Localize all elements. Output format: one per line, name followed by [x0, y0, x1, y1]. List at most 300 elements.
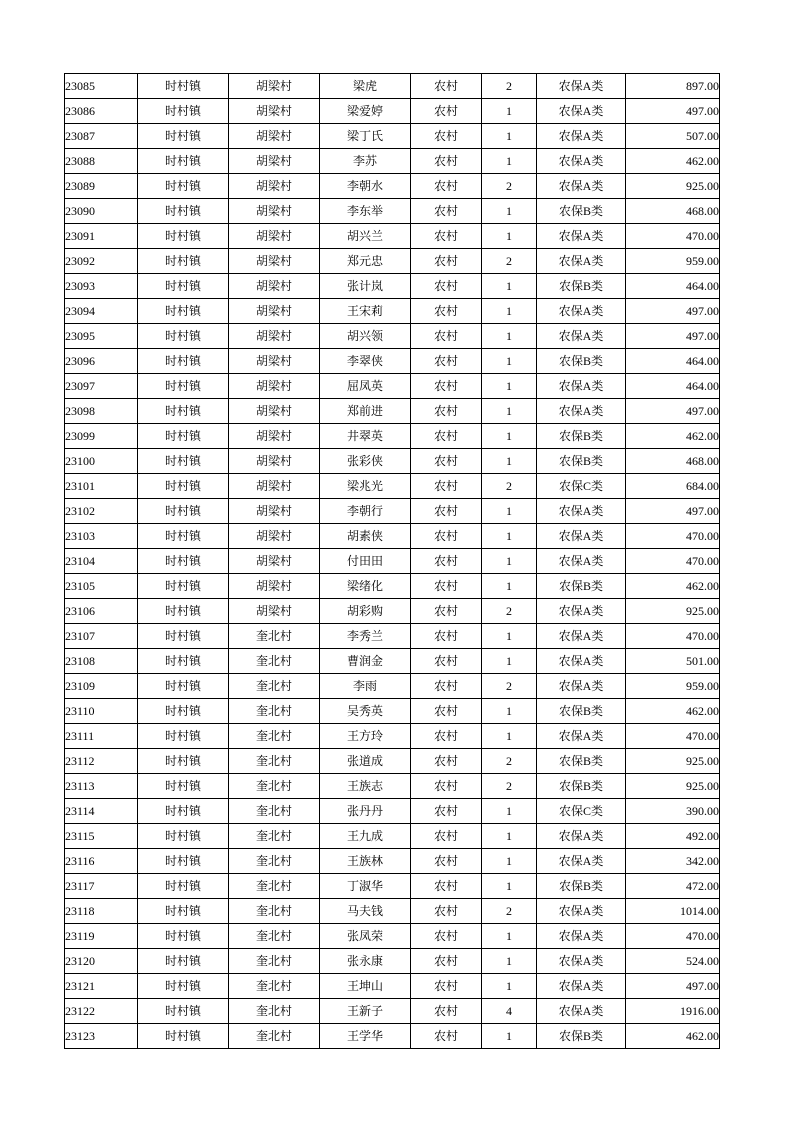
cell-name: 张永康	[320, 949, 411, 974]
cell-type: 农村	[411, 224, 482, 249]
table-row	[65, 949, 720, 974]
cell-name: 李东举	[320, 199, 411, 224]
table-row	[65, 99, 720, 124]
cell-village: 奎北村	[229, 699, 320, 724]
cell-type: 农村	[411, 474, 482, 499]
cell-category: 农保A类	[537, 374, 626, 399]
cell-amount: 497.00	[626, 324, 720, 349]
cell-village: 奎北村	[229, 949, 320, 974]
cell-category: 农保A类	[537, 124, 626, 149]
table-row	[65, 874, 720, 899]
cell-type: 农村	[411, 324, 482, 349]
cell-village: 胡梁村	[229, 574, 320, 599]
cell-count: 1	[482, 124, 537, 149]
cell-type: 农村	[411, 149, 482, 174]
cell-town: 时村镇	[138, 699, 229, 724]
cell-type: 农村	[411, 549, 482, 574]
cell-category: 农保B类	[537, 199, 626, 224]
cell-id: 23105	[65, 574, 138, 599]
cell-amount: 925.00	[626, 749, 720, 774]
cell-count: 1	[482, 699, 537, 724]
cell-id: 23086	[65, 99, 138, 124]
cell-id: 23118	[65, 899, 138, 924]
cell-town: 时村镇	[138, 524, 229, 549]
cell-name: 李雨	[320, 674, 411, 699]
cell-category: 农保B类	[537, 699, 626, 724]
table-row	[65, 224, 720, 249]
cell-category: 农保B类	[537, 874, 626, 899]
cell-type: 农村	[411, 199, 482, 224]
cell-category: 农保A类	[537, 599, 626, 624]
cell-name: 马夫钱	[320, 899, 411, 924]
cell-village: 胡梁村	[229, 274, 320, 299]
cell-category: 农保A类	[537, 174, 626, 199]
cell-amount: 472.00	[626, 874, 720, 899]
cell-count: 2	[482, 474, 537, 499]
cell-village: 胡梁村	[229, 599, 320, 624]
cell-type: 农村	[411, 924, 482, 949]
cell-count: 1	[482, 324, 537, 349]
cell-type: 农村	[411, 774, 482, 799]
cell-count: 1	[482, 374, 537, 399]
cell-name: 李朝水	[320, 174, 411, 199]
cell-count: 2	[482, 74, 537, 99]
table-row	[65, 149, 720, 174]
cell-town: 时村镇	[138, 549, 229, 574]
table-row	[65, 799, 720, 824]
cell-town: 时村镇	[138, 199, 229, 224]
cell-village: 奎北村	[229, 674, 320, 699]
cell-village: 奎北村	[229, 849, 320, 874]
table-row	[65, 574, 720, 599]
cell-amount: 470.00	[626, 224, 720, 249]
cell-category: 农保A类	[537, 324, 626, 349]
table-row	[65, 424, 720, 449]
table-row	[65, 474, 720, 499]
table-row	[65, 324, 720, 349]
cell-type: 农村	[411, 174, 482, 199]
cell-count: 1	[482, 624, 537, 649]
cell-town: 时村镇	[138, 974, 229, 999]
cell-type: 农村	[411, 349, 482, 374]
cell-category: 农保A类	[537, 224, 626, 249]
table-row	[65, 999, 720, 1024]
cell-amount: 462.00	[626, 424, 720, 449]
cell-count: 2	[482, 674, 537, 699]
table-row	[65, 349, 720, 374]
cell-amount: 468.00	[626, 199, 720, 224]
table-row	[65, 824, 720, 849]
cell-type: 农村	[411, 299, 482, 324]
cell-count: 1	[482, 724, 537, 749]
cell-id: 23094	[65, 299, 138, 324]
cell-count: 1	[482, 199, 537, 224]
cell-village: 奎北村	[229, 899, 320, 924]
cell-town: 时村镇	[138, 724, 229, 749]
cell-name: 张彩侠	[320, 449, 411, 474]
cell-type: 农村	[411, 449, 482, 474]
table-row	[65, 249, 720, 274]
table-row	[65, 549, 720, 574]
cell-category: 农保B类	[537, 774, 626, 799]
cell-count: 1	[482, 349, 537, 374]
cell-amount: 959.00	[626, 249, 720, 274]
cell-name: 郑前进	[320, 399, 411, 424]
cell-type: 农村	[411, 1024, 482, 1049]
cell-count: 1	[482, 524, 537, 549]
cell-village: 奎北村	[229, 624, 320, 649]
cell-type: 农村	[411, 974, 482, 999]
cell-amount: 1014.00	[626, 899, 720, 924]
cell-id: 23110	[65, 699, 138, 724]
cell-name: 曹润金	[320, 649, 411, 674]
cell-count: 1	[482, 799, 537, 824]
cell-category: 农保A类	[537, 849, 626, 874]
table-row	[65, 74, 720, 99]
cell-name: 郑元忠	[320, 249, 411, 274]
table-row	[65, 624, 720, 649]
cell-town: 时村镇	[138, 224, 229, 249]
cell-amount: 342.00	[626, 849, 720, 874]
cell-village: 胡梁村	[229, 549, 320, 574]
cell-name: 王学华	[320, 1024, 411, 1049]
cell-village: 胡梁村	[229, 424, 320, 449]
cell-amount: 390.00	[626, 799, 720, 824]
table-body	[65, 74, 720, 1049]
cell-id: 23112	[65, 749, 138, 774]
cell-town: 时村镇	[138, 374, 229, 399]
table-row	[65, 174, 720, 199]
cell-id: 23122	[65, 999, 138, 1024]
cell-count: 1	[482, 874, 537, 899]
cell-id: 23087	[65, 124, 138, 149]
cell-id: 23093	[65, 274, 138, 299]
cell-category: 农保B类	[537, 1024, 626, 1049]
cell-village: 奎北村	[229, 749, 320, 774]
cell-amount: 462.00	[626, 574, 720, 599]
cell-town: 时村镇	[138, 574, 229, 599]
cell-village: 奎北村	[229, 799, 320, 824]
cell-amount: 925.00	[626, 174, 720, 199]
cell-category: 农保A类	[537, 299, 626, 324]
cell-id: 23107	[65, 624, 138, 649]
table-row	[65, 649, 720, 674]
cell-name: 梁爱婷	[320, 99, 411, 124]
cell-town: 时村镇	[138, 149, 229, 174]
cell-type: 农村	[411, 899, 482, 924]
cell-category: 农保A类	[537, 499, 626, 524]
cell-category: 农保A类	[537, 74, 626, 99]
cell-town: 时村镇	[138, 899, 229, 924]
table-row	[65, 774, 720, 799]
cell-amount: 468.00	[626, 449, 720, 474]
cell-type: 农村	[411, 374, 482, 399]
cell-type: 农村	[411, 649, 482, 674]
cell-amount: 959.00	[626, 674, 720, 699]
cell-town: 时村镇	[138, 124, 229, 149]
cell-town: 时村镇	[138, 1024, 229, 1049]
cell-village: 胡梁村	[229, 349, 320, 374]
cell-amount: 470.00	[626, 549, 720, 574]
cell-count: 1	[482, 274, 537, 299]
cell-count: 2	[482, 774, 537, 799]
cell-name: 李翠侠	[320, 349, 411, 374]
cell-type: 农村	[411, 499, 482, 524]
cell-category: 农保C类	[537, 799, 626, 824]
cell-id: 23097	[65, 374, 138, 399]
cell-id: 23103	[65, 524, 138, 549]
cell-category: 农保B类	[537, 574, 626, 599]
cell-village: 胡梁村	[229, 249, 320, 274]
cell-category: 农保B类	[537, 749, 626, 774]
cell-count: 1	[482, 649, 537, 674]
cell-count: 1	[482, 449, 537, 474]
cell-type: 农村	[411, 999, 482, 1024]
table-row	[65, 199, 720, 224]
cell-count: 2	[482, 899, 537, 924]
cell-amount: 470.00	[626, 924, 720, 949]
table-row	[65, 449, 720, 474]
cell-name: 李秀兰	[320, 624, 411, 649]
table-row	[65, 274, 720, 299]
cell-name: 李朝行	[320, 499, 411, 524]
cell-id: 23117	[65, 874, 138, 899]
cell-amount: 462.00	[626, 699, 720, 724]
table-row	[65, 724, 720, 749]
cell-name: 王坤山	[320, 974, 411, 999]
cell-town: 时村镇	[138, 874, 229, 899]
cell-name: 张丹丹	[320, 799, 411, 824]
cell-id: 23088	[65, 149, 138, 174]
cell-category: 农保B类	[537, 274, 626, 299]
cell-amount: 925.00	[626, 599, 720, 624]
cell-type: 农村	[411, 674, 482, 699]
cell-count: 1	[482, 299, 537, 324]
cell-village: 奎北村	[229, 999, 320, 1024]
cell-id: 23096	[65, 349, 138, 374]
cell-town: 时村镇	[138, 274, 229, 299]
cell-category: 农保C类	[537, 474, 626, 499]
cell-id: 23119	[65, 924, 138, 949]
cell-id: 23106	[65, 599, 138, 624]
cell-amount: 497.00	[626, 99, 720, 124]
cell-count: 1	[482, 399, 537, 424]
cell-amount: 462.00	[626, 1024, 720, 1049]
cell-town: 时村镇	[138, 424, 229, 449]
cell-category: 农保A类	[537, 524, 626, 549]
cell-village: 胡梁村	[229, 374, 320, 399]
table-row	[65, 974, 720, 999]
cell-id: 23115	[65, 824, 138, 849]
cell-id: 23120	[65, 949, 138, 974]
cell-type: 农村	[411, 699, 482, 724]
cell-village: 胡梁村	[229, 149, 320, 174]
cell-town: 时村镇	[138, 824, 229, 849]
cell-id: 23121	[65, 974, 138, 999]
cell-name: 屈凤英	[320, 374, 411, 399]
cell-type: 农村	[411, 424, 482, 449]
cell-type: 农村	[411, 399, 482, 424]
cell-name: 王族林	[320, 849, 411, 874]
cell-count: 1	[482, 224, 537, 249]
cell-id: 23113	[65, 774, 138, 799]
cell-amount: 470.00	[626, 524, 720, 549]
table-row	[65, 924, 720, 949]
table-row	[65, 374, 720, 399]
cell-name: 胡彩购	[320, 599, 411, 624]
cell-category: 农保A类	[537, 999, 626, 1024]
cell-amount: 507.00	[626, 124, 720, 149]
cell-name: 胡兴领	[320, 324, 411, 349]
cell-village: 奎北村	[229, 824, 320, 849]
cell-town: 时村镇	[138, 299, 229, 324]
cell-village: 奎北村	[229, 1024, 320, 1049]
cell-town: 时村镇	[138, 624, 229, 649]
cell-town: 时村镇	[138, 249, 229, 274]
cell-count: 1	[482, 99, 537, 124]
cell-village: 胡梁村	[229, 224, 320, 249]
table-row	[65, 124, 720, 149]
cell-id: 23085	[65, 74, 138, 99]
cell-category: 农保A类	[537, 399, 626, 424]
cell-village: 胡梁村	[229, 324, 320, 349]
cell-town: 时村镇	[138, 849, 229, 874]
cell-id: 23101	[65, 474, 138, 499]
cell-village: 奎北村	[229, 924, 320, 949]
cell-type: 农村	[411, 724, 482, 749]
cell-type: 农村	[411, 249, 482, 274]
cell-category: 农保A类	[537, 724, 626, 749]
cell-village: 胡梁村	[229, 174, 320, 199]
cell-name: 胡素侠	[320, 524, 411, 549]
cell-amount: 497.00	[626, 974, 720, 999]
cell-id: 23104	[65, 549, 138, 574]
cell-name: 王新子	[320, 999, 411, 1024]
cell-name: 梁绪化	[320, 574, 411, 599]
cell-village: 奎北村	[229, 774, 320, 799]
cell-count: 2	[482, 174, 537, 199]
cell-amount: 524.00	[626, 949, 720, 974]
cell-village: 胡梁村	[229, 99, 320, 124]
cell-town: 时村镇	[138, 674, 229, 699]
cell-count: 1	[482, 924, 537, 949]
table-row	[65, 699, 720, 724]
cell-town: 时村镇	[138, 774, 229, 799]
cell-category: 农保A类	[537, 249, 626, 274]
cell-name: 梁兆光	[320, 474, 411, 499]
cell-id: 23098	[65, 399, 138, 424]
cell-type: 农村	[411, 824, 482, 849]
cell-amount: 464.00	[626, 349, 720, 374]
cell-category: 农保B类	[537, 449, 626, 474]
cell-amount: 462.00	[626, 149, 720, 174]
cell-town: 时村镇	[138, 399, 229, 424]
cell-type: 农村	[411, 99, 482, 124]
table-row	[65, 674, 720, 699]
cell-town: 时村镇	[138, 349, 229, 374]
cell-type: 农村	[411, 524, 482, 549]
cell-id: 23100	[65, 449, 138, 474]
cell-id: 23090	[65, 199, 138, 224]
cell-amount: 464.00	[626, 274, 720, 299]
cell-town: 时村镇	[138, 74, 229, 99]
cell-village: 胡梁村	[229, 124, 320, 149]
cell-id: 23095	[65, 324, 138, 349]
cell-type: 农村	[411, 624, 482, 649]
cell-count: 1	[482, 574, 537, 599]
table-row	[65, 1024, 720, 1049]
cell-name: 付田田	[320, 549, 411, 574]
cell-id: 23111	[65, 724, 138, 749]
cell-village: 奎北村	[229, 724, 320, 749]
cell-village: 奎北村	[229, 974, 320, 999]
cell-type: 农村	[411, 74, 482, 99]
cell-name: 梁虎	[320, 74, 411, 99]
cell-town: 时村镇	[138, 999, 229, 1024]
cell-name: 张凤荣	[320, 924, 411, 949]
cell-name: 张计岚	[320, 274, 411, 299]
cell-count: 1	[482, 849, 537, 874]
cell-village: 胡梁村	[229, 449, 320, 474]
cell-town: 时村镇	[138, 649, 229, 674]
cell-type: 农村	[411, 749, 482, 774]
cell-category: 农保A类	[537, 949, 626, 974]
cell-count: 2	[482, 249, 537, 274]
cell-town: 时村镇	[138, 599, 229, 624]
cell-category: 农保A类	[537, 649, 626, 674]
cell-name: 王宋莉	[320, 299, 411, 324]
cell-count: 4	[482, 999, 537, 1024]
cell-count: 1	[482, 949, 537, 974]
cell-name: 吴秀英	[320, 699, 411, 724]
cell-category: 农保A类	[537, 899, 626, 924]
cell-id: 23109	[65, 674, 138, 699]
cell-category: 农保B类	[537, 424, 626, 449]
cell-name: 王方玲	[320, 724, 411, 749]
cell-village: 胡梁村	[229, 524, 320, 549]
cell-id: 23116	[65, 849, 138, 874]
benefit-table	[64, 73, 720, 1049]
cell-category: 农保A类	[537, 99, 626, 124]
cell-amount: 897.00	[626, 74, 720, 99]
cell-id: 23108	[65, 649, 138, 674]
cell-id: 23089	[65, 174, 138, 199]
cell-town: 时村镇	[138, 499, 229, 524]
table-row	[65, 749, 720, 774]
table-row	[65, 849, 720, 874]
table-row	[65, 524, 720, 549]
cell-town: 时村镇	[138, 99, 229, 124]
cell-type: 农村	[411, 124, 482, 149]
cell-village: 奎北村	[229, 649, 320, 674]
cell-name: 张道成	[320, 749, 411, 774]
cell-category: 农保A类	[537, 674, 626, 699]
table-row	[65, 399, 720, 424]
cell-category: 农保A类	[537, 149, 626, 174]
cell-village: 奎北村	[229, 874, 320, 899]
cell-type: 农村	[411, 274, 482, 299]
cell-count: 1	[482, 549, 537, 574]
cell-id: 23102	[65, 499, 138, 524]
cell-type: 农村	[411, 799, 482, 824]
cell-village: 胡梁村	[229, 474, 320, 499]
cell-town: 时村镇	[138, 924, 229, 949]
cell-amount: 1916.00	[626, 999, 720, 1024]
cell-amount: 497.00	[626, 399, 720, 424]
cell-count: 1	[482, 824, 537, 849]
cell-type: 农村	[411, 599, 482, 624]
cell-name: 李苏	[320, 149, 411, 174]
